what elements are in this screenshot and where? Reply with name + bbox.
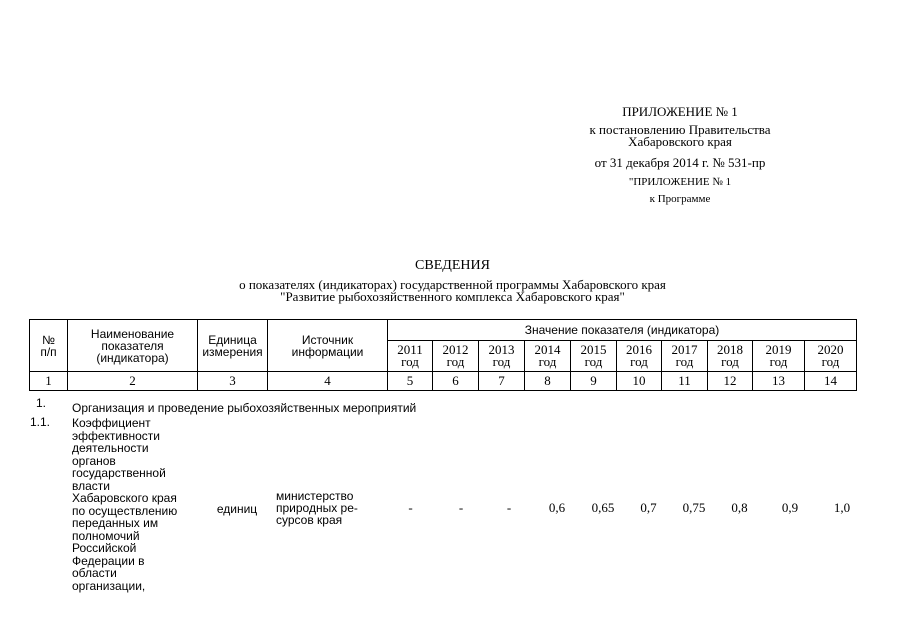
year-2012: 2012 год: [433, 341, 479, 372]
indicator-name: Коэффициент эффективности деятельности органов государственной власти Хабаровского края по осуществлению переданных им полномочий Российской Федерации в области организации,: [72, 416, 178, 593]
header-values: Значение показателя (индикатора): [388, 320, 857, 341]
year-2018: 2018 год: [708, 341, 753, 372]
col-number: 13: [753, 372, 805, 391]
year-2019: 2019 год: [753, 341, 805, 372]
year-2017: 2017 год: [662, 341, 708, 372]
col-number: 11: [662, 372, 708, 391]
section-title: Организация и проведение рыбохозяйственных мероприятий: [72, 401, 417, 415]
indicator-unit: единиц: [216, 502, 258, 516]
year-2011: 2011 год: [388, 341, 433, 372]
appendix-old-title: "ПРИЛОЖЕНИЕ № 1: [628, 176, 732, 188]
year-2020: 2020 год: [805, 341, 857, 372]
col-number: 8: [525, 372, 571, 391]
header-unit: Единица измерения: [198, 320, 268, 372]
col-number: 7: [479, 372, 525, 391]
value-2011: -: [408, 500, 413, 515]
year-2013: 2013 год: [479, 341, 525, 372]
document-subtitle: о показателях (индикаторах) государственной программы Хабаровского края "Развитие рыбохозяйственного комплекса Хабаровского края": [239, 277, 666, 304]
indicator-source: министерство природных ре- сурсов края: [276, 489, 358, 527]
indicators-table: [29, 319, 857, 391]
value-2017: 0,75: [682, 500, 706, 515]
section-number: 1.: [36, 396, 47, 410]
appendix-date-number: от 31 декабря 2014 г. № 531-пр: [594, 155, 766, 170]
value-2020: 1,0: [833, 500, 851, 515]
value-2012: -: [458, 500, 464, 515]
col-number: 1: [30, 372, 68, 391]
value-2019: 0,9: [781, 500, 799, 515]
col-number: 4: [268, 372, 388, 391]
value-2016: 0,7: [640, 500, 657, 515]
header-num: № п/п: [30, 320, 68, 372]
document-title: СВЕДЕНИЯ: [415, 258, 490, 273]
header-name: Наименование показателя (индикатора): [68, 320, 198, 372]
col-number: 12: [708, 372, 753, 391]
col-number: 3: [198, 372, 268, 391]
value-2014: 0,6: [548, 500, 566, 515]
appendix-program: к Программе: [649, 193, 711, 205]
value-2015: 0,65: [591, 500, 615, 515]
col-number: 9: [571, 372, 617, 391]
col-number: 6: [433, 372, 479, 391]
year-2015: 2015 год: [571, 341, 617, 372]
value-2013: -: [506, 500, 512, 515]
appendix-resolution: к постановлению Правительства Хабаровского края: [589, 122, 771, 149]
col-number: 2: [68, 372, 198, 391]
value-2018: 0,8: [731, 500, 748, 515]
header-source: Источник информации: [268, 320, 388, 372]
col-number: 14: [805, 372, 857, 391]
col-number: 10: [617, 372, 662, 391]
year-2016: 2016 год: [617, 341, 662, 372]
indicator-number: 1.1.: [30, 415, 51, 429]
col-number: 5: [388, 372, 433, 391]
year-2014: 2014 год: [525, 341, 571, 372]
appendix-title: ПРИЛОЖЕНИЕ № 1: [622, 104, 738, 119]
